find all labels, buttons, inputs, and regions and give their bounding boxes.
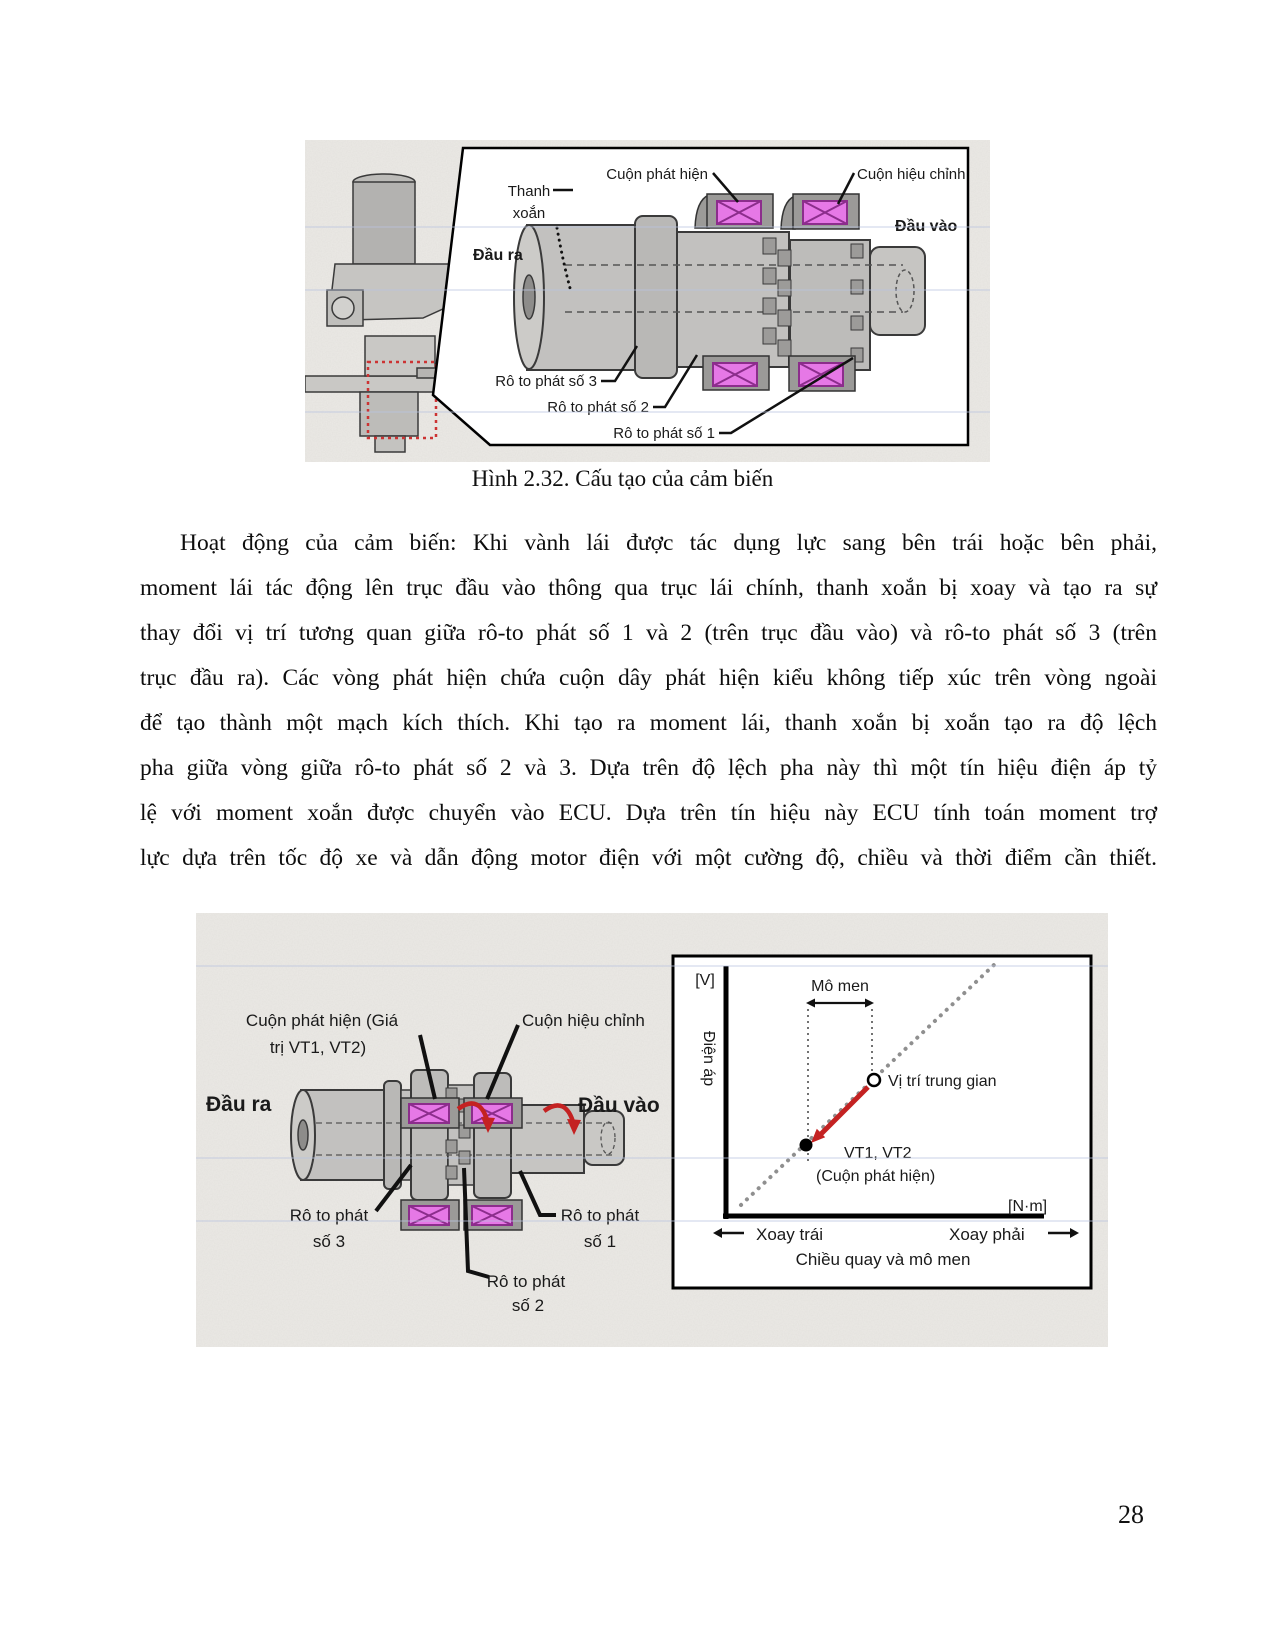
paragraph-line: Hoạt động của cảm biến: Khi vành lái được tác dụng lực sang bên trái hoặc bên phải, xyxy=(180,530,1157,556)
vt-sublabel: (Cuộn phát hiện) xyxy=(816,1168,936,1185)
page-number: 28 xyxy=(1118,1500,1144,1529)
correction-coil-top xyxy=(781,194,859,229)
y-axis-label: Điện áp xyxy=(700,1031,717,1087)
neutral-position-label: Vị trí trung gian xyxy=(888,1073,997,1090)
paragraph-line: moment lái tác động lên trục đầu vào thông qua trục lái chính, thanh xoắn bị xoay và tạo ra sự xyxy=(140,575,1157,601)
figure-top-sensor-structure xyxy=(305,140,990,462)
voltage-torque-chart xyxy=(673,956,1091,1288)
detection-ring-right xyxy=(474,1073,511,1198)
label-coil-detect: Cuộn phát hiện xyxy=(606,166,708,183)
chart-title: Chiều quay và mô men xyxy=(795,1250,971,1269)
label-rotor3-1: Rô to phát xyxy=(289,1206,369,1225)
label-input: Đầu vào xyxy=(578,1094,660,1117)
torque-span-label: Mô men xyxy=(811,978,869,995)
turn-right-label: Xoay phải xyxy=(949,1225,1025,1244)
x-unit-label: [N·m] xyxy=(1008,1198,1048,1215)
figure-bottom-operation xyxy=(196,913,1108,1347)
vt-label: VT1, VT2 xyxy=(844,1145,912,1162)
y-unit-label: [V] xyxy=(695,972,715,989)
vt-marker xyxy=(800,1139,813,1152)
label-rotor2-2: số 2 xyxy=(511,1296,545,1315)
detection-coil-bottom xyxy=(703,356,769,390)
label-rotor2-1: Rô to phát xyxy=(486,1272,566,1291)
label-rotor1-1: Rô to phát xyxy=(560,1206,640,1225)
label-output: Đầu ra xyxy=(206,1093,272,1116)
paragraph-line: lực dựa trên tốc độ xe và dẫn động motor điện với một cường độ, chiều và thời điểm cần thiết. xyxy=(140,845,1157,871)
neutral-position-marker xyxy=(868,1074,880,1086)
flange-ring xyxy=(635,216,677,378)
input-shaft xyxy=(870,247,925,335)
paragraph-line: trục đầu ra). Các vòng phát hiện chứa cuộn dây phát hiện kiểu không tiếp xúc trên vòng ngoài xyxy=(140,665,1157,691)
figure-caption: Hình 2.32. Cấu tạo của cảm biến xyxy=(471,466,774,491)
label-rotor3-2: số 3 xyxy=(312,1232,346,1251)
paragraph-line: lệ với moment xoắn được chuyển vào ECU. Dựa trên tín hiệu này ECU tính toán moment trợ xyxy=(140,800,1157,826)
label-rotor3: Rô to phát số 3 xyxy=(495,373,597,390)
label-coil-correct: Cuộn hiệu chỉnh xyxy=(522,1011,645,1030)
label-rotor1-2: số 1 xyxy=(583,1232,617,1251)
detection-coil-bottom xyxy=(401,1200,459,1230)
label-rotor1: Rô to phát số 1 xyxy=(613,425,715,442)
correction-coil-bottom xyxy=(789,356,855,391)
detection-coil-top xyxy=(401,1098,459,1128)
label-coil-correct: Cuộn hiệu chỉnh xyxy=(857,166,966,183)
label-input: Đầu vào xyxy=(895,218,958,235)
label-rotor2: Rô to phát số 2 xyxy=(547,399,649,416)
label-coil-detect-2: trị VT1, VT2) xyxy=(269,1038,367,1057)
label-coil-detect-1: Cuộn phát hiện (Giá xyxy=(245,1011,399,1030)
label-output: Đầu ra xyxy=(473,247,523,264)
label-torsion-bar-2: xoắn xyxy=(512,205,546,222)
paragraph-line: để tạo thành một mạch kích thích. Khi tạo ra moment lái, thanh xoắn bị xoắn tạo ra độ lệch xyxy=(140,710,1157,736)
detection-ring-left xyxy=(411,1070,448,1200)
turn-left-label: Xoay trái xyxy=(756,1225,824,1244)
label-torsion-bar-1: Thanh xyxy=(507,183,551,200)
body-paragraph xyxy=(140,521,1157,881)
paragraph-line: pha giữa vòng giữa rô-to phát số 2 và 3. Dựa trên độ lệch pha này thì một tín hiệu điện áp tỷ xyxy=(140,755,1157,781)
correction-coil-bottom xyxy=(464,1200,522,1230)
paragraph-line: thay đổi vị trí tương quan giữa rô-to phát số 1 và 2 (trên trục đầu vào) và rô-to phát số 3 (trên xyxy=(140,620,1157,646)
